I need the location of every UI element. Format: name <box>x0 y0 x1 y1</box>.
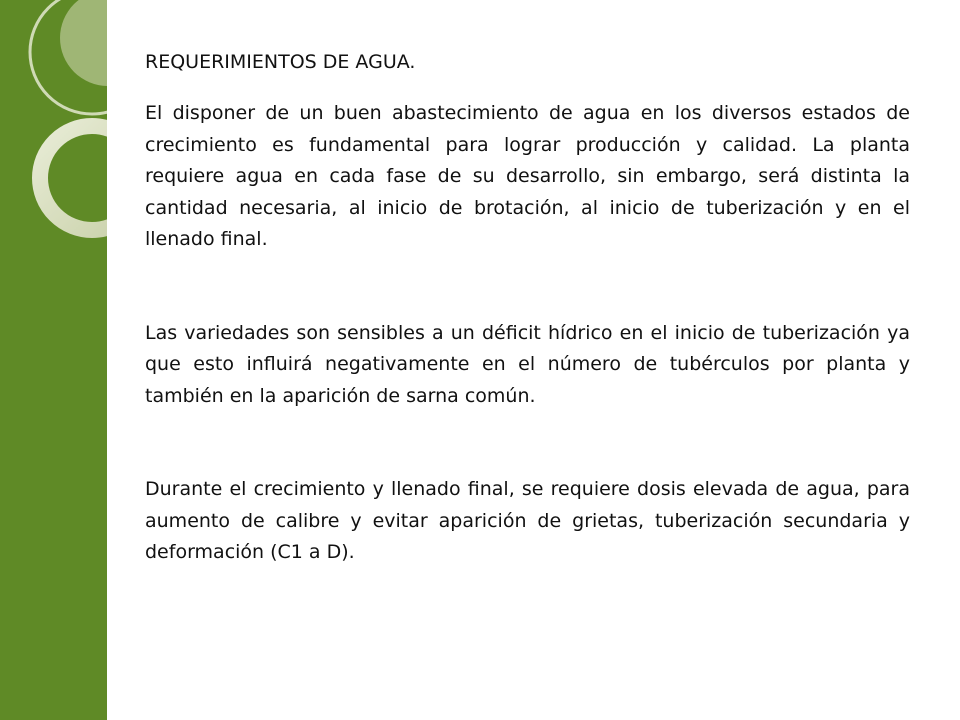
paragraph-growth-filling: Durante el crecimiento y llenado final, se requiere dosis elevada de agua, para aumento de calibre y evitar aparición de grietas, tuberización secundaria y deformación (C1 a D). <box>145 478 910 563</box>
bottom-ring-shape <box>40 126 107 230</box>
decorative-sidebar <box>0 0 107 720</box>
decorative-rings-graphic <box>0 0 107 720</box>
slide-content <box>145 48 910 569</box>
slide-title: REQUERIMIENTOS DE AGUA. <box>145 51 416 73</box>
paragraph-varieties: Las variedades son sensibles a un déficit hídrico en el inicio de tuberización ya que esto influirá negativamente en el número de tubérculos por planta y también en la aparición de sarna común. <box>145 321 910 407</box>
paragraph-water-supply: El disponer de un buen abastecimiento de agua en los diversos estados de crecimiento es fundamental para lograr producción y calidad. La planta requiere agua en cada fase de su desarrollo, sin embargo, será distinta la cantidad necesaria, al inicio de brotación, al inicio de tuberización y en el llenado final. <box>145 102 910 250</box>
top-filled-disc-shape <box>60 0 107 86</box>
